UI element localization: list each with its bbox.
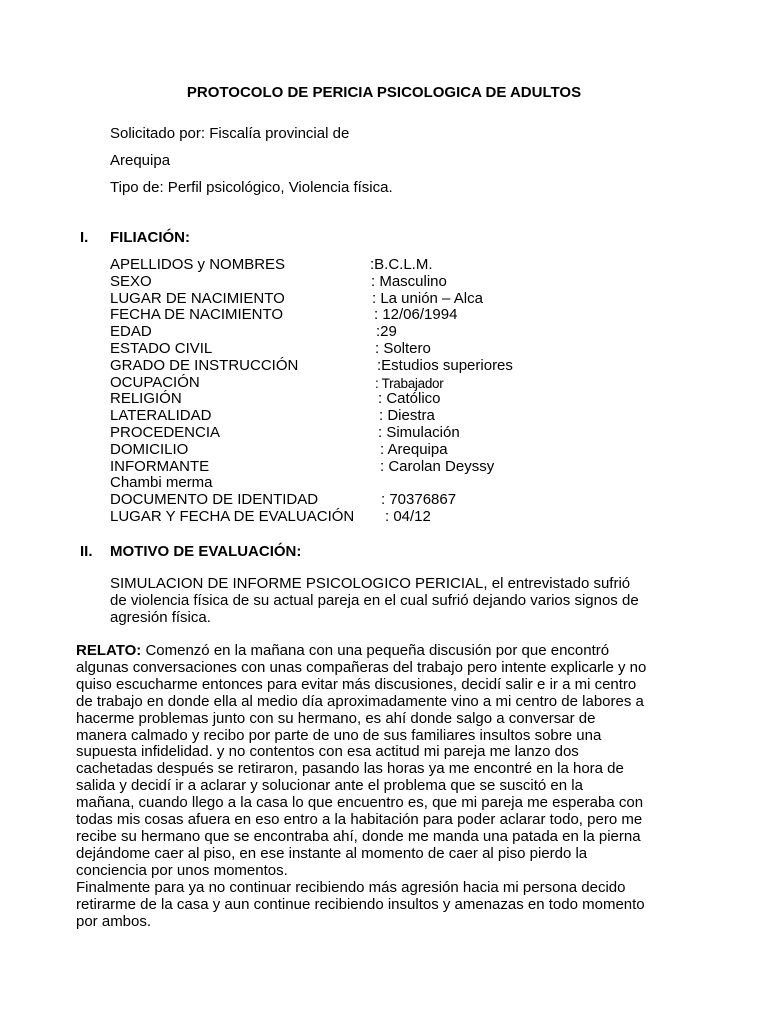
evaluation-reason <box>110 576 639 627</box>
paragraph-line: de violencia física de su actual pareja en el cual sufrió dejando varios signos de <box>110 591 639 609</box>
field-value: : Arequipa <box>380 441 448 458</box>
city-line: Arequipa <box>110 152 171 169</box>
field-value: : Diestra <box>379 407 435 424</box>
paragraph-line: Finalmente para ya no continuar recibiendo más agresión hacia mi persona decido <box>76 878 626 896</box>
paragraph-line: quiso escucharme entonces para evitar más discusiones, decidí salir e ir a mi centro <box>76 675 637 693</box>
field-value: : Católico <box>378 390 441 407</box>
relato-first-line: Comenzó en la mañana con una pequeña discusión por que encontró <box>141 642 610 659</box>
paragraph-line: hacerme problemas junto con su hermano, es ahí donde salgo a conversar de <box>76 709 596 727</box>
field-label: LUGAR DE NACIMIENTO <box>110 290 285 307</box>
field-value: : Trabajador <box>375 376 444 391</box>
paragraph-line: supuesta infidelidad. y no contentos con esa actitud mi pareja me lanzo dos <box>76 743 579 761</box>
paragraph-line: conciencia por unos momentos. <box>76 861 288 879</box>
field-label: INFORMANTE <box>110 458 210 475</box>
field-label: EDAD <box>110 323 152 340</box>
field-label: DOMICILIO <box>110 441 189 458</box>
paragraph-line: todas mis cosas afuera en eso entro a la habitación para poder aclarar todo, pero me <box>76 811 643 829</box>
paragraph-line: de trabajo en donde ella al medio día aproximadamente vino a mi centro de labores a <box>76 692 644 710</box>
paragraph-line: mañana, cuando llego a la casa lo que encuentro es, que mi pareja me esperaba con <box>76 794 644 812</box>
field-value: : Simulación <box>378 424 460 441</box>
field-value: :29 <box>376 323 397 340</box>
paragraph-line: recibe su hermano que se encontraba ahí, donde me manda una patada en la pierna <box>76 827 641 845</box>
field-value: : 04/12 <box>385 508 431 525</box>
field-label: GRADO DE INSTRUCCIÓN <box>110 357 299 374</box>
field-label: FECHA DE NACIMIENTO <box>110 306 284 323</box>
field-value: : Soltero <box>375 340 431 357</box>
relato-paragraph <box>76 643 646 930</box>
field-label: LUGAR Y FECHA DE EVALUACIÓN <box>110 508 355 525</box>
paragraph-line: salida y decidí ir a aclarar y solucionar ante el problema que se suscitó en la <box>76 777 583 795</box>
field-label: ESTADO CIVIL <box>110 340 213 357</box>
field-label: PROCEDENCIA <box>110 424 221 441</box>
field-value: : Masculino <box>371 273 447 290</box>
type-line: Tipo de: Perfil psicológico, Violencia física. <box>110 179 393 196</box>
paragraph-line <box>76 643 646 660</box>
field-value: : 12/06/1994 <box>374 306 458 323</box>
paragraph-line: manera calmado y recibo por parte de uno de sus familiares insultos sobre una <box>76 726 602 744</box>
field-value: :B.C.L.M. <box>370 256 433 273</box>
section-1-title: FILIACIÓN: <box>110 229 190 246</box>
paragraph-line: cachetadas después se retiraron, pasando las horas ya me encontré en la hora de <box>76 760 624 778</box>
section-1-number: I. <box>80 229 89 246</box>
section-2-number: II. <box>80 543 93 560</box>
paragraph-line: SIMULACION DE INFORME PSICOLOGICO PERICIAL, el entrevistado sufrió <box>110 575 631 592</box>
field-value: : La unión – Alca <box>372 290 483 307</box>
section-2-title: MOTIVO DE EVALUACIÓN: <box>110 543 302 560</box>
paragraph-line: dejándome caer al piso, en ese instante al momento de caer al piso pierdo la <box>76 844 588 862</box>
requested-by-line: Solicitado por: Fiscalía provincial de <box>110 125 350 142</box>
paragraph-line: por ambos. <box>76 912 152 930</box>
field-label: RELIGIÓN <box>110 390 182 407</box>
paragraph-line: algunas conversaciones con unas compañeras del trabajo pero intente explicarle y no <box>76 658 647 676</box>
paragraph-line: retirarme de la casa y aun continue recibiendo insultos y amenazas en todo momento <box>76 895 645 913</box>
field-label: APELLIDOS y NOMBRES <box>110 256 286 273</box>
field-label: OCUPACIÓN <box>110 374 200 391</box>
field-value: :Estudios superiores <box>377 357 513 374</box>
field-label: SEXO <box>110 273 152 290</box>
document-title: PROTOCOLO DE PERICIA PSICOLOGICA DE ADULTOS <box>186 84 582 101</box>
field-label: LATERALIDAD <box>110 407 212 424</box>
paragraph-line: agresión física. <box>110 608 211 626</box>
field-value: : Carolan Deyssy <box>380 458 495 475</box>
field-value: : 70376867 <box>381 491 457 508</box>
field-label: DOCUMENTO DE IDENTIDAD <box>110 491 319 508</box>
relato-label: RELATO: <box>76 642 142 659</box>
field-label: Chambi merma <box>110 474 213 491</box>
